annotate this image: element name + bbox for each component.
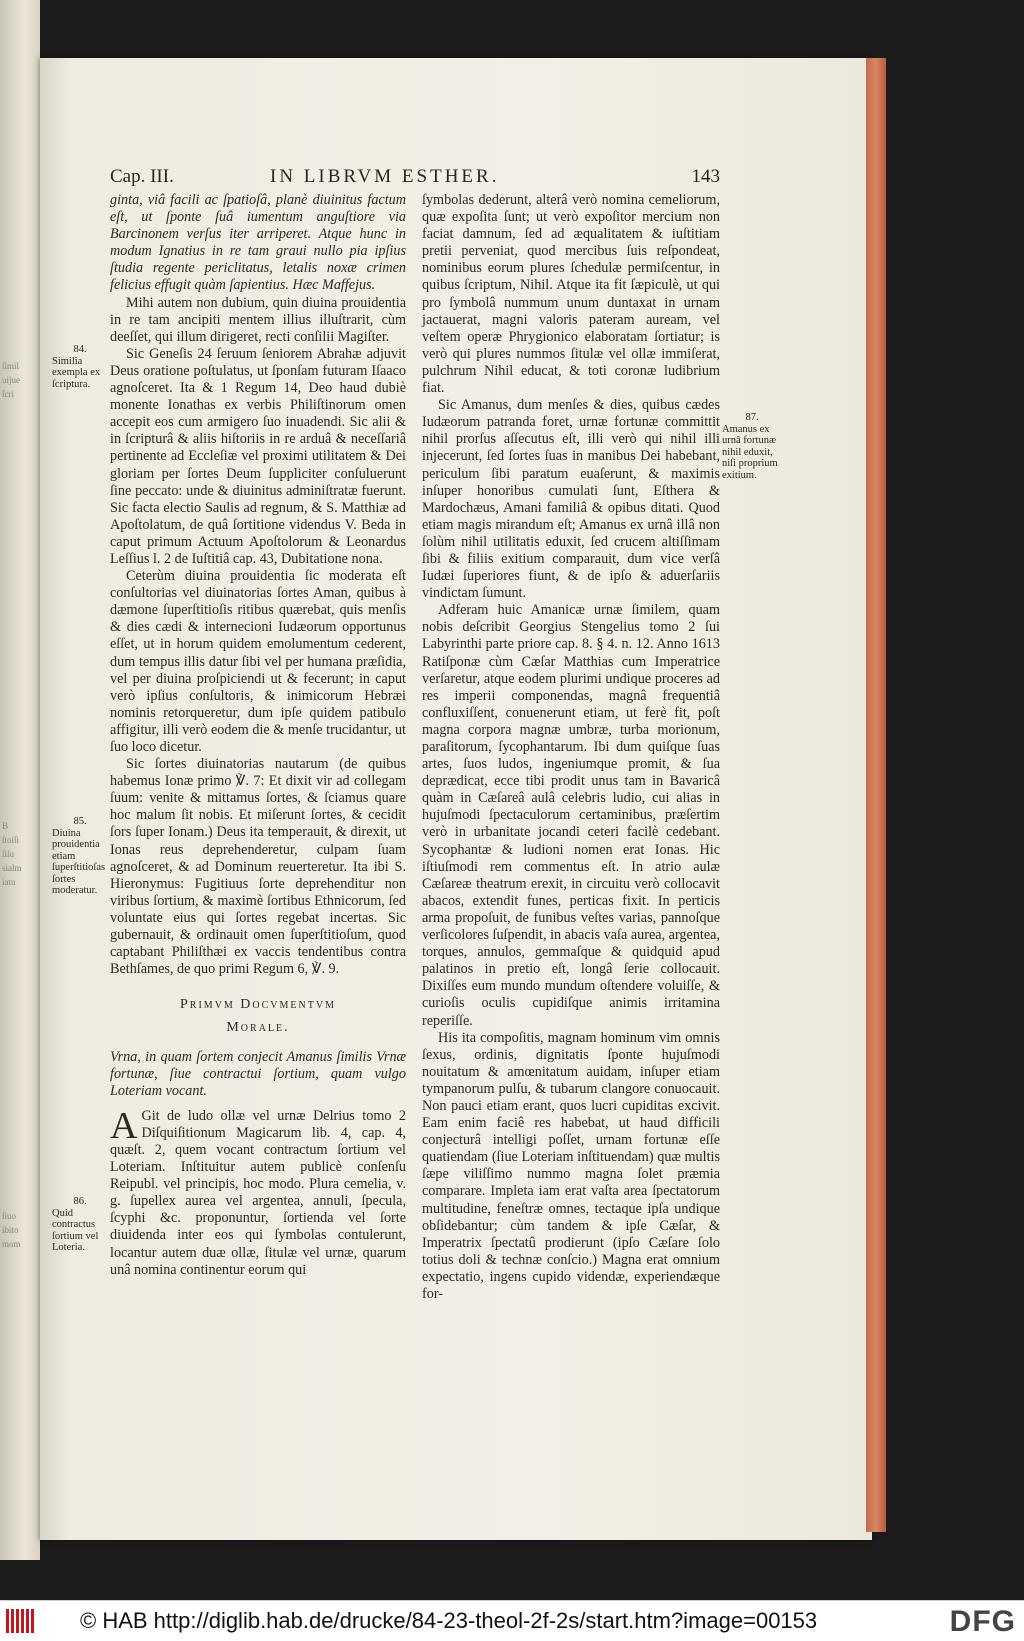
margin-note-85 bbox=[52, 816, 108, 897]
chapter-label: Cap. III. bbox=[110, 166, 174, 187]
paragraph: ginta, viâ facili ac ſpatioſâ, planè diuinitus factum eſt, ut ſponte ſuâ iumentum anguſtiore via Barcinonem verſus iter arriperet. Atque hunc in modum Ignatius in re tam graui nullo pia ipſius ſtudia regente periclitatus, letalis noxæ crimen felicius effugit quàm ſapientius. Hæc Maffejus. bbox=[110, 192, 406, 294]
paragraph: Ceterùm diuina prouidentia ſic moderata eſt conſultorias vel diuinatorias ſortes Aman, quibus à dæmone ſuperſtitioſis ritibus quærebat, quis menſis & dies cædi & internecioni Iudæorum opportunus eſſet, ut in horum quidem emolumentum cederent, dum tempus illis datur ſibi vel per humana præſidia, vel per diuina proſpiciendi ut & fecerunt; in caput verò ipſius conſultoris, & inimicorum Hebræi nominis retorqueretur, dum ipſe quidem patibulo affigitur, illi verò eodem die & menſe trucidantur, ut ſuo loco dicetur. bbox=[110, 568, 406, 755]
paragraph: Sic Amanus, dum menſes & dies, quibus cædes Iudæorum patranda foret, urnæ fortunæ committit nihil prorſus aſſecutus eſt, illi verò qui nihil illi injecerunt, ſed ſortes ſuas in manibus Dei habebant, periculum ſibi paratum euaſerunt, & maximis inſuper honoribus cumulati ſunt, Eſthera & Mardochæus, Amani familiâ & opibus ditati. Quod etiam magis mirandum eſt; Amanus ex urnâ illâ non ſolùm nihil utilitatis eduxit, ſed crucem altiſſimam ſibi & filiis exitium comparauit, dum vice verſâ Iudæi ſuperiores fiunt, & de ipſo & aduerſariis vindictam ſumunt. bbox=[422, 397, 720, 602]
margin-note-number: 85. bbox=[73, 816, 87, 827]
bleed-text-11: mom bbox=[2, 1240, 21, 1249]
bleed-text-10: ibito bbox=[2, 1226, 19, 1235]
margin-note-text: Quid contractus ſortium vel Loteria. bbox=[52, 1207, 99, 1253]
margin-note-84 bbox=[52, 344, 108, 390]
section-heading: Primvm Docvmentvm bbox=[180, 997, 336, 1013]
book-title: IN LIBRVM ESTHER. bbox=[270, 166, 500, 187]
paragraph: Adferam huic Amanicæ urnæ ſimilem, quam nobis deſcribit Georgius Stengelius tomo 2 ſui Labyrinthi parte priore cap. 8. § 4. n. 12. Anno 1613 Ratiſponæ cùm Cæſar Matthias cum Imperatrice verſaretur, atque eodem plurimi undique proceres ad res imperii componendas, magnâ frequentiâ confluxiſſent, conuenerunt etiam, ut ferè fit, poſt magna corpora magnæ umbræ, turba morionum, paraſitorum, ſycophantarum. Ibi dum quiſque ſuas artes, ſuos ludos, ingeniumque promit, & ſua deprædicat, ecce tibi prodit unus tam in Bavaricâ quàm in Cæſareâ aulâ celebris ludio, cui alias in hujuſmodi ſpectaculorum certaminibus, præſertim verò in urbanitate jocandi ceteri facilè cedebant. Sycophantæ & ludioni nomen erat Ionas. Hic iſtiuſmodi rem commentus eſt. In atrio aulæ Cæſareæ theatrum erexit, in circuitu verò collocavit abacos, extendit funes, perticas fixit. In perticis arma propoſuit, de funibus veſtes varias, pannoſque verſicolores ſuſpendit, in abacis vaſa aurea, argentea, torques, annulos, gemmaſque & quidquid apud palatinos in pretio eſt, longâ ſerie collocauit. Dixiſſes eum mundo mundum oſtendere voluiſſe, & curioſis oculis cupidiſque animis irritamina reperiſſe. bbox=[422, 602, 720, 1029]
margin-note-number: 86. bbox=[73, 1196, 87, 1207]
viewer-footer bbox=[0, 1600, 1024, 1641]
hab-barcode-logo bbox=[6, 1609, 46, 1633]
bleed-text-7: sialm bbox=[2, 864, 22, 873]
summary-text: Vrna, in quam ſortem conjecit Amanus ſimilis Vrnæ fortunæ, ſiue contractui ſortium, quam vulgo Loteriam vocant. bbox=[110, 1048, 406, 1099]
margin-note-text: Similia exempla ex ſcriptura. bbox=[52, 355, 101, 390]
running-head bbox=[110, 166, 720, 190]
bleed-text-8: iatu bbox=[2, 878, 16, 887]
paragraph: His ita compoſitis, magnam hominum vim omnis ſexus, ordinis, dignitatis ſponte hujuſmodi nouitatum & amœnitatum auidam, inſuper etiam tympanorum pulſu, & tubarum clangore conuocauit. Non pauci etiam erant, quos lucri cupiditas excivit. Eam enim faciê res habebat, ut haud difficili conjecturâ intelligi poſſet, urnam fortunæ eſſe quatiendam (ſiue Loteriam inſtituendam) quæ multis ſæpe viliſſimo nummo magna ſolet præmia comparare. Impleta iam erat vaſta area ſpectatorum multitudine, feneſtræ omnes, tectaque ipſa undique obſidebantur; cùm tandem & ipſe Cæſar, & Imperatrix ſpectatû prodierunt (ipſo Cæſare ſolo totius doli & technæ conſcio.) Magna erat omnium expectatio, ingens cupido videndæ, experiendæque for- bbox=[422, 1029, 720, 1302]
paragraph: Sic Geneſis 24 ſeruum ſeniorem Abrahæ adjuvit Deus oratione poſtulatus, ut ſponſam futuram Iſaaco agnoſceret. Ita & 1 Regum 14, Deo haud dubiè monente Ionathas ex verbis Philiſtinorum omen accepit eos cum armigero ſuo inuadendi. Sic alii & in ſcripturâ & aliis hiſtoriis in re arduâ & neceſſariâ pertinente ad Eccleſiæ vel proximi utilitatem & Dei gloriam per ſortes Deum ſuppliciter conſuluerunt ſine peccato: unde & diuinitus adminiſtratæ fuerunt. Sic facta electio Saulis ad regnum, & S. Matthiæ ad Apoſtolatum, de quâ ſortitione videndus V. Beda in caput primum Actuum Apoſtolorum & Leonardus Leſſius l. 2 de Iuſtitiâ cap. 43, Dubitatione nona. bbox=[110, 345, 406, 567]
margin-note-86 bbox=[52, 1196, 108, 1254]
right-column bbox=[422, 192, 720, 1303]
bleed-text-3: ſcri bbox=[2, 390, 14, 399]
paragraph bbox=[110, 1104, 406, 1279]
margin-note-text: Amanus ex urnâ fortunæ nihil eduxit, niſi proprium exitium. bbox=[722, 423, 778, 481]
bleed-text-5: ſtoiſi bbox=[2, 836, 20, 845]
left-column bbox=[110, 192, 406, 1279]
adjacent-page-strip bbox=[0, 0, 40, 1560]
drop-cap: A bbox=[110, 1104, 138, 1147]
paragraph: Mihi autem non dubium, quin diuina prouidentia in re tam ancipiti mentem illius illuſtrarit, cùm deeſſet, qui illum dirigeret, recti conſilii Magiſter. bbox=[110, 294, 406, 345]
bleed-text-6: ſiſu bbox=[2, 850, 15, 859]
page-number: 143 bbox=[691, 166, 720, 187]
margin-note-number: 84. bbox=[73, 344, 87, 355]
margin-note-87 bbox=[722, 412, 782, 481]
paragraph-text: Git de ludo ollæ vel urnæ Delrius tomo 2 Diſquiſitionum Magicarum lib. 4, cap. 4, quæſt. 2, quem vocant contractum ſortium vel Loteriam. Inſtituitur autem publicè conſenſu Reipubl. vel principis, hoc modo. Plura cemelia, v. g. ſupellex aurea vel argentea, annuli, ſpecula, ſcyphi &c. proponuntur, ſortienda vel ſorte diuidenda inter eos qui ſymbolas contulerunt, locantur autem duæ ollæ, ſitulæ vel urnæ, quarum unâ nomina continentur eorum qui bbox=[110, 1107, 406, 1278]
dfg-logo: DFG bbox=[949, 1605, 1016, 1638]
bleed-text-4: B bbox=[2, 822, 9, 831]
bleed-text-2: uijue bbox=[2, 376, 20, 385]
paragraph: Sic ſortes diuinatorias nautarum (de quibus habemus Ionæ primo ℣. 7: Et dixit vir ad collegam ſuum: venite & mittamus ſortes, & ſciamus quare hoc malum ſit nobis. Et miſerunt ſortes, & cecidit ſors ſuper Ionam.) Deus ita temperauit, & direxit, ut Ionas reus deprehenderetur, culpam ſuam agnoſceret, & ad Dominum reuerteretur. Ita ibi S. Hieronymus: Fugitiuus ſorte deprehenditur non viribus ſortium, & maximè ſortibus Ethnicorum, ſed voluntate eius qui ſortes regebat incertas. Sic gubernauit, & ordinauit omen ſuperſtitioſum, quod captabant Philiſthæi ex vaccis tendentibus contra Bethſames, de quo primi Regum 6, ℣. 9. bbox=[110, 756, 406, 978]
margin-note-text: Diuina prouidentia etiam ſuperſtitioſas ſortes moderatur. bbox=[52, 827, 106, 896]
source-link[interactable]: © HAB http://diglib.hab.de/drucke/84-23-theol-2f-2s/start.htm?image=00153 bbox=[80, 1608, 818, 1633]
bleed-text-1: ſimil bbox=[2, 362, 20, 371]
page-edge bbox=[866, 58, 886, 1532]
paragraph: ſymbolas dederunt, alterâ verò nomina cemeliorum, quæ expoſita ſunt; ut verò expoſitor mercium non faciat damnum, ſed ad æqualitatem & iuſtitiam pretii perveniat, quod mercibus ſuis reſpondeat, nominibus eorum plures ſchedulæ permiſcentur, in quibus ſcriptum, Nihil. Atque ita fit ſæpiculè, ut qui pro ſymbolâ nummum unum duntaxat in urnam jactauerat, magni valoris pateram auream, vel veſtem operæ Phrygionico elaboratam ſortiatur; is verò qui plures nummos ſitulæ vel ollæ immiſerat, pulchrum Nihil educat, & toti coronæ ludibrium fiat. bbox=[422, 192, 720, 397]
section-subheading: Morale. bbox=[226, 1020, 290, 1036]
bleed-text-9: ſiuo bbox=[2, 1212, 17, 1221]
margin-note-number: 87. bbox=[745, 412, 759, 423]
